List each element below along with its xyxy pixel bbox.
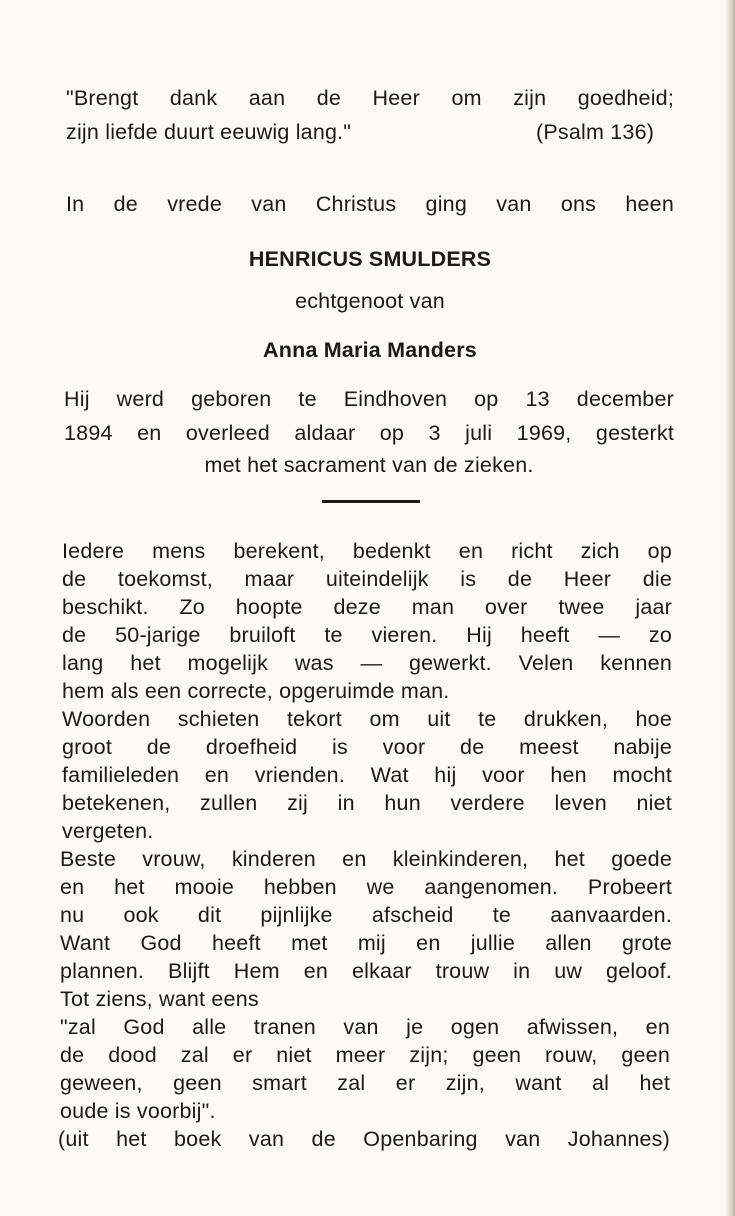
- body-line: geween, geen smart zal er zijn, want al het: [60, 1071, 670, 1095]
- body-line: vergeten.: [62, 819, 154, 843]
- intro-line: In de vrede van Christus ging van ons heen: [66, 192, 674, 216]
- body-line: oude is voorbij".: [60, 1099, 216, 1123]
- quote-reference: (Psalm 136): [536, 120, 655, 144]
- body-line: de toekomst, maar uiteindelijk is de Heer die: [62, 567, 672, 591]
- body-line: plannen. Blijft Hem en elkaar trouw in uw geloof.: [60, 959, 672, 983]
- body-line: "zal God alle tranen van je ogen afwissen, en: [60, 1015, 670, 1039]
- body-line: en het mooie hebben we aangenomen. Probeert: [60, 875, 672, 899]
- body-line: familieleden en vrienden. Wat hij voor hen mocht: [62, 763, 672, 787]
- body-line: de dood zal er niet meer zijn; geen rouw, geen: [60, 1043, 670, 1067]
- quote-line-1: "Brengt dank aan de Heer om zijn goedheid;: [66, 86, 674, 110]
- body-line: beschikt. Zo hoopte deze man over twee jaar: [62, 595, 672, 619]
- birth-line-1: Hij werd geboren te Eindhoven op 13 december: [64, 387, 674, 411]
- body-line: Woorden schieten tekort om uit te drukken, hoe: [62, 707, 672, 731]
- body-line: Beste vrouw, kinderen en kleinkinderen, het goede: [60, 847, 672, 871]
- spouse-name: Anna Maria Manders: [263, 338, 477, 362]
- body-line: lang het mogelijk was — gewerkt. Velen kennen: [62, 651, 672, 675]
- scripture-reference: (uit het boek van de Openbaring van Johannes): [58, 1127, 670, 1151]
- body-line: Iedere mens berekent, bedenkt en richt zich op: [62, 539, 672, 563]
- birth-line-2: 1894 en overleed aldaar op 3 juli 1969, gesterkt: [64, 421, 674, 445]
- divider-rule: [322, 500, 420, 503]
- body-line: Want God heeft met mij en jullie allen grote: [60, 931, 672, 955]
- relation-line: echtgenoot van: [295, 289, 445, 313]
- body-line: Tot ziens, want eens: [60, 987, 259, 1011]
- body-line: groot de droefheid is voor de meest nabije: [62, 735, 672, 759]
- deceased-name: HENRICUS SMULDERS: [248, 247, 492, 271]
- body-line: de 50-jarige bruiloft te vieren. Hij heeft — zo: [62, 623, 672, 647]
- body-line: hem als een correcte, opgeruimde man.: [62, 679, 450, 703]
- card-edge-shadow: [725, 0, 735, 1216]
- quote-line-2: zijn liefde duurt eeuwig lang.": [66, 120, 352, 144]
- body-line: nu ook dit pijnlijke afscheid te aanvaarden.: [60, 903, 672, 927]
- birth-line-3: met het sacrament van de zieken.: [204, 453, 534, 477]
- body-line: betekenen, zullen zij in hun verdere leven niet: [62, 791, 672, 815]
